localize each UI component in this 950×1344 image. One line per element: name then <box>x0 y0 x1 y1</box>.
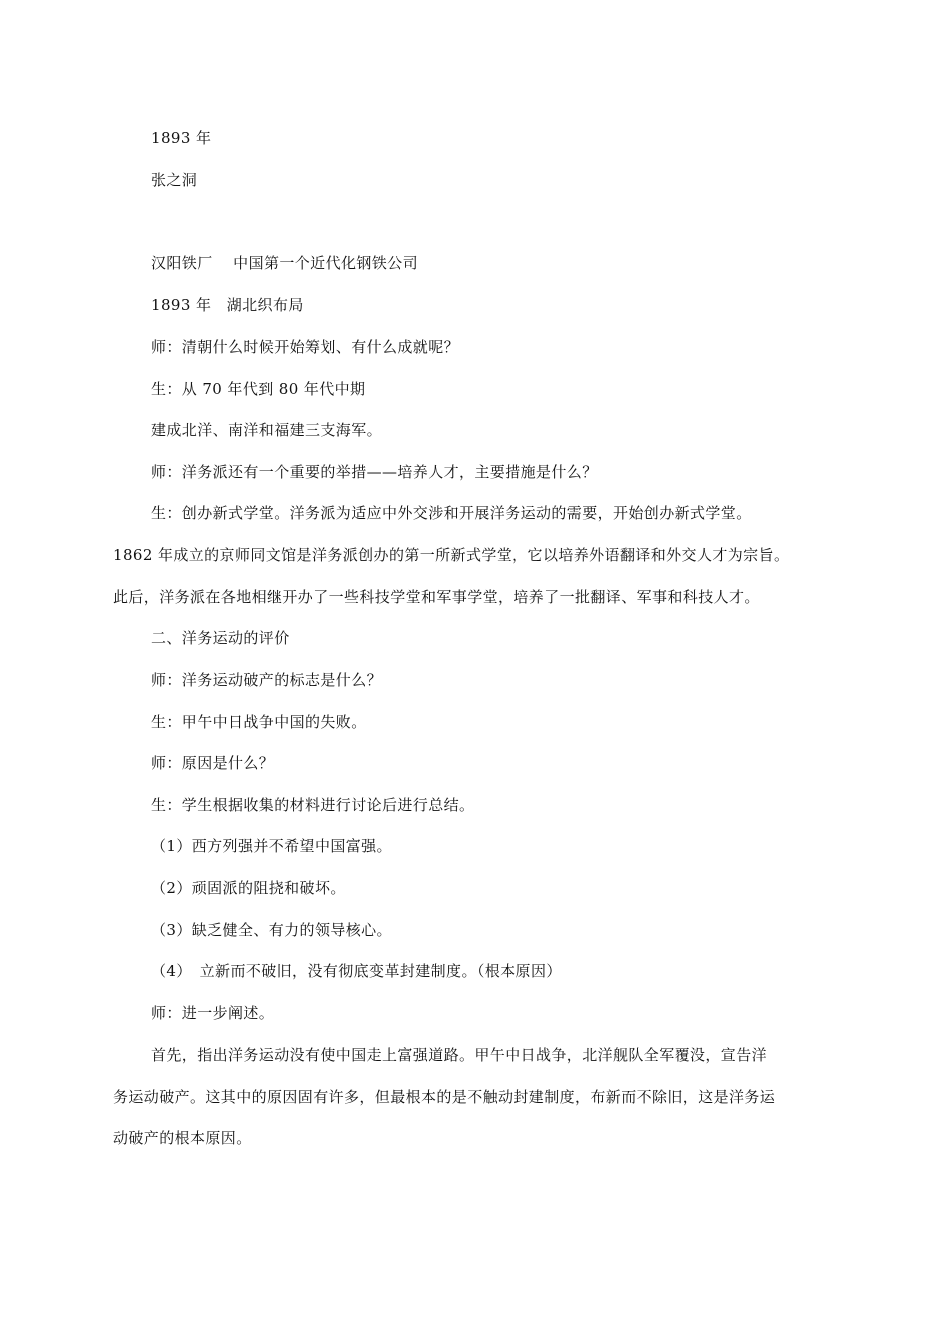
hubei-textile-line: 1893 年 湖北织布局 <box>151 296 304 314</box>
closing-paragraph-line-3: 动破产的根本原因。 <box>113 1129 252 1147</box>
year-line: 1893 年 <box>151 129 212 147</box>
student-answer-1: 生：从 70 年代到 80 年代中期 <box>151 380 366 398</box>
navy-line: 建成北洋、南洋和福建三支海军。 <box>151 421 383 439</box>
reason-item-2: （2）顽固派的阻挠和破坏。 <box>151 879 346 897</box>
person-line: 张之洞 <box>151 171 198 189</box>
closing-paragraph-line-2: 务运动破产。这其中的原因固有许多，但最根本的是不触动封建制度，布新而不除旧，这是洋务运 <box>113 1088 776 1106</box>
school-paragraph-line-3: 此后，洋务派在各地相继开办了一些科技学堂和军事学堂，培养了一批翻译、军事和科技人才。 <box>113 588 760 606</box>
hanyang-ironworks-line: 汉阳铁厂 中国第一个近代化钢铁公司 <box>151 254 418 272</box>
student-answer-3: 生：甲午中日战争中国的失败。 <box>151 713 367 731</box>
student-answer-4: 生：学生根据收集的材料进行讨论后进行总结。 <box>151 796 475 814</box>
reason-item-3: （3）缺乏健全、有力的领导核心。 <box>151 921 392 939</box>
student-answer-2: 生：创办新式学堂。洋务派为适应中外交涉和开展洋务运动的需要，开始创办新式学堂。 <box>151 504 752 522</box>
reason-item-1: （1）西方列强并不希望中国富强。 <box>151 837 392 855</box>
teacher-question-4: 师：原因是什么？ <box>151 754 275 772</box>
teacher-question-1: 师：清朝什么时候开始筹划、有什么成就呢？ <box>151 338 460 356</box>
reason-item-4: （4） 立新而不破旧，没有彻底变革封建制度。（根本原因） <box>151 962 562 980</box>
school-paragraph-line-2: 1862 年成立的京师同文馆是洋务派创办的第一所新式学堂，它以培养外语翻译和外交人才为宗旨。 <box>113 546 790 564</box>
section-heading: 二、洋务运动的评价 <box>151 629 290 647</box>
teacher-statement: 师：进一步阐述。 <box>151 1004 275 1022</box>
closing-paragraph-line-1: 首先，指出洋务运动没有使中国走上富强道路。甲午中日战争，北洋舰队全军覆没，宣告洋 <box>151 1046 768 1064</box>
teacher-question-2: 师：洋务派还有一个重要的举措——培养人才，主要措施是什么？ <box>151 463 598 481</box>
teacher-question-3: 师：洋务运动破产的标志是什么？ <box>151 671 383 689</box>
